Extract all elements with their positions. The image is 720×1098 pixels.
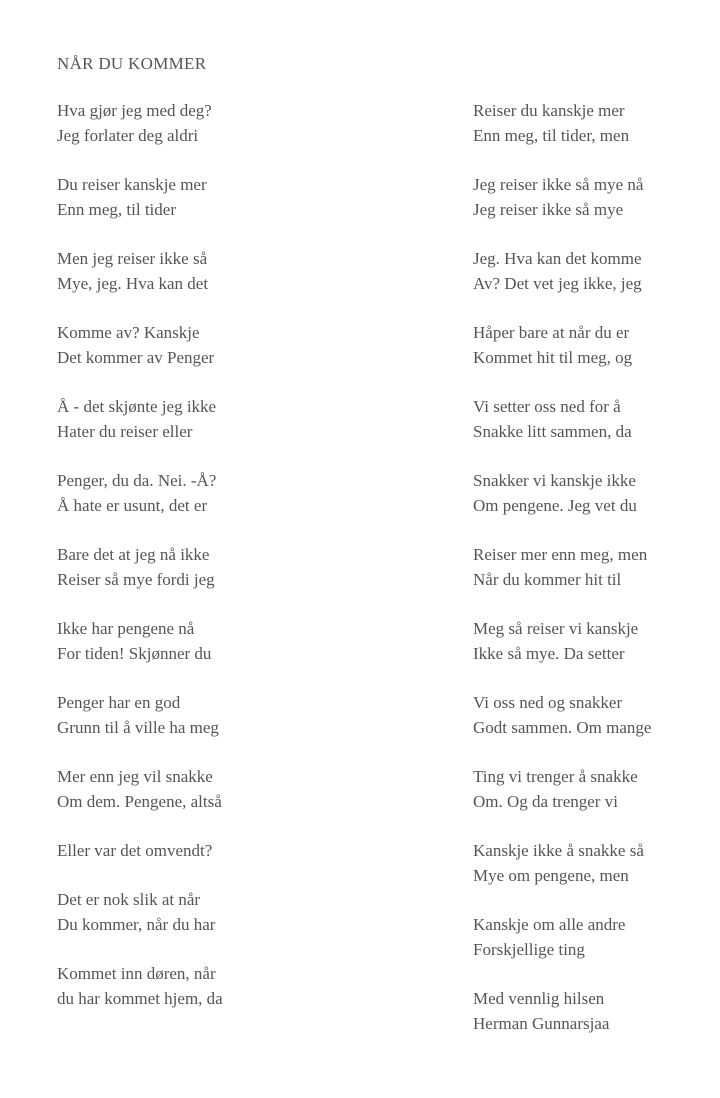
poem-line: Forskjellige ting [473, 940, 585, 959]
poem-line: Hater du reiser eller [57, 422, 193, 441]
poem-line: Å - det skjønte jeg ikke [57, 397, 217, 416]
poem-line: Håper bare at når du er [473, 323, 630, 342]
poem-line: Komme av? Kanskje [57, 323, 200, 342]
stanza [57, 764, 473, 814]
stanza [57, 172, 473, 222]
poem-line: Ting vi trenger å snakke [473, 767, 638, 786]
poem-line: Hva gjør jeg med deg? [57, 101, 212, 120]
poem-line: Penger, du da. Nei. -Å? [57, 471, 217, 490]
stanza [473, 172, 720, 222]
poem-line: Av? Det vet jeg ikke, jeg [473, 274, 642, 293]
poem-line: Godt sammen. Om mange [473, 718, 652, 737]
poem-line: Bare det at jeg nå ikke [57, 545, 210, 564]
poem-line: Når du kommer hit til [473, 570, 622, 589]
poem-line: Jeg forlater deg aldri [57, 126, 199, 145]
poem-line: Vi setter oss ned for å [473, 397, 621, 416]
stanza [473, 98, 720, 148]
poem-line: Grunn til å ville ha meg [57, 718, 219, 737]
stanza [473, 912, 720, 962]
poem-line: Mer enn jeg vil snakke [57, 767, 213, 786]
poem-line: Du kommer, når du har [57, 915, 216, 934]
poem-line: Om dem. Pengene, altså [57, 792, 222, 811]
poem-line: Mye, jeg. Hva kan det [57, 274, 209, 293]
poem-line: Om. Og da trenger vi [473, 792, 618, 811]
stanza [473, 616, 720, 666]
stanza [473, 246, 720, 296]
poem-line: Mye om pengene, men [473, 866, 629, 885]
stanza [473, 542, 720, 592]
stanza [57, 246, 473, 296]
stanza [57, 468, 473, 518]
poem-line: Kanskje ikke å snakke så [473, 841, 644, 860]
poem-line: Penger har en god [57, 693, 181, 712]
stanza [473, 838, 720, 888]
stanza [473, 468, 720, 518]
stanza [473, 986, 720, 1036]
poem-line: Kommet inn døren, når [57, 964, 216, 983]
poem-line: Snakker vi kanskje ikke [473, 471, 636, 490]
poem-line: Jeg. Hva kan det komme [473, 249, 642, 268]
stanza [57, 838, 473, 863]
stanza [57, 961, 473, 1011]
poem-line: Reiser så mye fordi jeg [57, 570, 215, 589]
poem-line: Kanskje om alle andre [473, 915, 626, 934]
poem-line: Du reiser kanskje mer [57, 175, 207, 194]
poem-line: Om pengene. Jeg vet du [473, 496, 637, 515]
poem-line: For tiden! Skjønner du [57, 644, 212, 663]
poem-columns [57, 98, 720, 1060]
stanza [473, 320, 720, 370]
poem-line: Vi oss ned og snakker [473, 693, 623, 712]
stanza [473, 394, 720, 444]
stanza [57, 887, 473, 937]
poem-line: Jeg reiser ikke så mye [473, 200, 624, 219]
poem-title: NÅR DU KOMMER [57, 54, 207, 73]
poem-line: Det kommer av Penger [57, 348, 215, 367]
poem-line: Enn meg, til tider, men [473, 126, 630, 145]
poem-column-right [473, 98, 720, 1060]
poem-line: Reiser du kanskje mer [473, 101, 625, 120]
poem-line: Med vennlig hilsen [473, 989, 605, 1008]
poem-line: Eller var det omvendt? [57, 841, 213, 860]
stanza [57, 394, 473, 444]
poem-line: Reiser mer enn meg, men [473, 545, 648, 564]
poem-line: Å hate er usunt, det er [57, 496, 208, 515]
poem-line: Det er nok slik at når [57, 890, 201, 909]
stanza [57, 320, 473, 370]
poem-line: Meg så reiser vi kanskje [473, 619, 639, 638]
poem-line: Kommet hit til meg, og [473, 348, 633, 367]
poem-line: Ikke så mye. Da setter [473, 644, 625, 663]
poem-line: Snakke litt sammen, da [473, 422, 632, 441]
poem-line: Men jeg reiser ikke så [57, 249, 208, 268]
stanza [57, 616, 473, 666]
stanza [473, 764, 720, 814]
poem-line: du har kommet hjem, da [57, 989, 223, 1008]
poem-line: Jeg reiser ikke så mye nå [473, 175, 644, 194]
stanza [57, 98, 473, 148]
poem-line: Ikke har pengene nå [57, 619, 195, 638]
stanza [473, 690, 720, 740]
poem-column-left [57, 98, 473, 1035]
stanza [57, 542, 473, 592]
poem-line: Enn meg, til tider [57, 200, 176, 219]
poem-line: Herman Gunnarsjaa [473, 1014, 610, 1033]
stanza [57, 690, 473, 740]
